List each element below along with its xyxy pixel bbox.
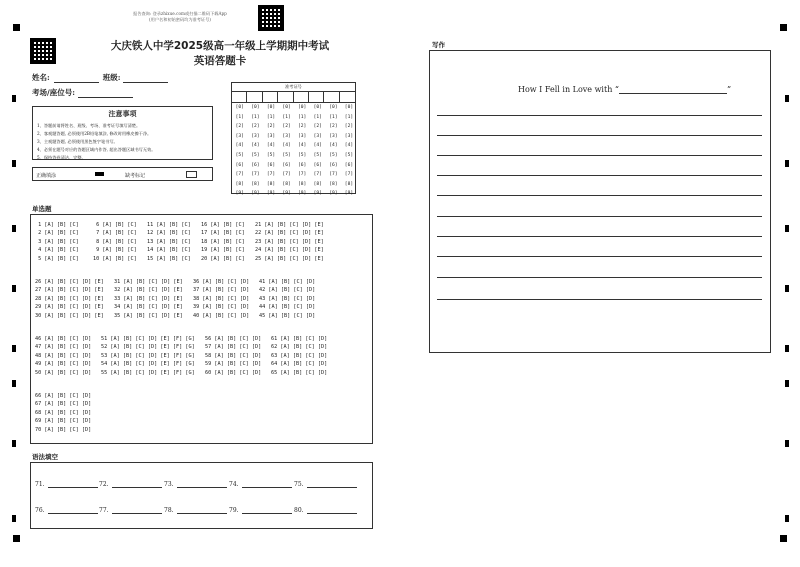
grammar-box	[30, 462, 373, 529]
mcq-question-row[interactable]: 26 [A] [B] [C] [D] [E]	[35, 279, 104, 285]
report-note-line2: (用户名和初始密码均为准考证号)	[149, 17, 211, 23]
mcq-question-row[interactable]: 35 [A] [B] [C] [D] [E]	[114, 312, 183, 319]
exam-id-digit-bubble[interactable]: [4]	[251, 143, 260, 149]
exam-id-digit-bubble[interactable]: [4]	[344, 143, 354, 149]
mcq-group2-col1[interactable]	[35, 278, 104, 320]
mcq-question-row[interactable]: 32 [A] [B] [C] [D] [E]	[114, 287, 183, 294]
exam-id-digit-bubble[interactable]: [9]	[344, 191, 354, 197]
exam-id-digit-bubble[interactable]: [5]	[313, 152, 322, 158]
exam-id-digit-bubble[interactable]: [9]	[266, 191, 276, 197]
mcq-question-row[interactable]: 1 [A] [B] [C]	[35, 222, 79, 228]
timing-mark	[12, 225, 16, 232]
mcq-question-row[interactable]: 33 [A] [B] [C] [D] [E]	[114, 295, 183, 302]
mcq-question-row[interactable]: 36 [A] [B] [C] [D]	[193, 279, 250, 285]
exam-id-write-cells[interactable]	[232, 92, 355, 103]
exam-id-digit-bubble[interactable]: [8]	[329, 181, 338, 187]
exam-id-digit-bubble[interactable]: [8]	[251, 181, 260, 187]
exam-id-digit-bubble[interactable]: [7]	[313, 172, 322, 178]
page-title: 大庆铁人中学2025级高一年级上学期期中考试	[110, 40, 330, 52]
exam-id-digit-bubble[interactable]: [6]	[282, 162, 291, 168]
grammar-item-73[interactable]	[164, 481, 227, 488]
exam-id-digit-bubble[interactable]: [4]	[313, 143, 322, 149]
exam-id-bubbles[interactable]	[232, 103, 357, 199]
exam-id-digit-bubble[interactable]: [6]	[235, 162, 244, 168]
exam-id-box	[231, 82, 356, 197]
mcq-group2-col4[interactable]	[259, 278, 315, 320]
exam-id-digit-bubble[interactable]: [6]	[344, 162, 354, 168]
exam-id-digit-bubble[interactable]: [8]	[344, 181, 354, 187]
timing-mark	[12, 160, 16, 167]
grammar-answer-line[interactable]	[242, 481, 292, 488]
exam-id-digit-bubble[interactable]: [3]	[344, 133, 354, 139]
mcq-question-row[interactable]: 39 [A] [B] [C] [D]	[193, 304, 250, 311]
mcq-box	[30, 214, 373, 444]
grammar-item-76[interactable]	[35, 507, 98, 514]
exam-id-digit-bubble[interactable]: [5]	[282, 152, 291, 158]
mcq-question-row[interactable]: 48 [A] [B] [C] [D]	[35, 352, 92, 359]
writing-line[interactable]	[437, 236, 762, 237]
writing-line[interactable]	[437, 256, 762, 257]
grammar-item-77[interactable]	[99, 507, 162, 514]
mcq-question-row[interactable]: 47 [A] [B] [C] [D]	[35, 344, 92, 351]
timing-mark	[12, 345, 16, 352]
exam-id-digit-bubble[interactable]: [5]	[266, 152, 276, 158]
mcq-question-row[interactable]: 45 [A] [B] [C] [D]	[259, 312, 316, 319]
writing-line[interactable]	[437, 135, 762, 136]
mcq-question-row[interactable]: 64 [A] [B] [C] [D]	[271, 361, 328, 368]
mcq-question-row[interactable]: 57 [A] [B] [C] [D]	[205, 344, 262, 351]
notes-box	[32, 106, 213, 160]
exam-id-digit-bubble[interactable]: [7]	[329, 172, 338, 178]
mcq-group1-col1[interactable]	[35, 221, 79, 263]
writing-line[interactable]	[437, 299, 762, 300]
mcq-question-row[interactable]: 13 [A] [B] [C]	[147, 238, 191, 245]
mcq-question-row[interactable]: 21 [A] [B] [C] [D] [E]	[255, 222, 324, 228]
timing-mark	[12, 95, 16, 102]
grammar-answer-line[interactable]	[177, 507, 227, 514]
mcq-question-row[interactable]: 9 [A] [B] [C]	[93, 247, 137, 254]
mcq-question-row[interactable]: 56 [A] [B] [C] [D]	[205, 336, 262, 342]
mcq-question-row[interactable]: 16 [A] [B] [C]	[201, 222, 245, 228]
mcq-question-row[interactable]: 51 [A] [B] [C] [D] [E] [F] [G]	[101, 336, 195, 342]
mcq-question-row[interactable]: 44 [A] [B] [C] [D]	[259, 304, 316, 311]
mcq-question-row[interactable]: 67 [A] [B] [C] [D]	[35, 401, 92, 408]
exam-id-digit-bubble[interactable]: [1]	[235, 114, 244, 120]
exam-id-digit-bubble[interactable]: [4]	[298, 143, 307, 149]
class-field[interactable]	[123, 74, 168, 83]
mcq-question-row[interactable]: 66 [A] [B] [C] [D]	[35, 393, 92, 399]
student-qr-code	[30, 38, 56, 64]
name-field[interactable]	[54, 74, 99, 83]
exam-id-digit-bubble[interactable]: [3]	[282, 133, 291, 139]
writing-prompt-text: How I Fell in Love with “	[518, 85, 619, 94]
exam-id-digit-bubble[interactable]: [6]	[329, 162, 338, 168]
exam-id-digit-bubble[interactable]: [2]	[298, 124, 307, 130]
mcq-question-row[interactable]: 68 [A] [B] [C] [D]	[35, 409, 92, 416]
mcq-question-row[interactable]: 58 [A] [B] [C] [D]	[205, 352, 262, 359]
timing-mark	[780, 535, 787, 542]
page-subtitle: 英语答题卡	[193, 55, 247, 67]
mcq-question-row[interactable]: 10 [A] [B] [C]	[93, 255, 137, 262]
exam-id-digit-bubble[interactable]: [4]	[235, 143, 244, 149]
class-label: 班级:	[102, 73, 121, 82]
exam-id-digit-bubble[interactable]: [4]	[329, 143, 338, 149]
timing-mark	[785, 285, 789, 292]
student-name-row	[32, 72, 168, 83]
exam-id-digit-bubble[interactable]: [1]	[298, 114, 307, 120]
notes-item: 4、必须在题号对应的答题区域内作答, 超出答题区域书写无效。	[37, 147, 156, 152]
notes-item: 5、保持答卷清洁、完整。	[37, 155, 86, 160]
exam-id-digit-bubble[interactable]: [1]	[266, 114, 276, 120]
mcq-question-row[interactable]: 34 [A] [B] [C] [D] [E]	[114, 304, 183, 311]
timing-mark	[12, 515, 16, 522]
mcq-question-row[interactable]: 54 [A] [B] [C] [D] [E] [F] [G]	[101, 361, 195, 368]
exam-id-digit-bubble[interactable]: [1]	[329, 114, 338, 120]
mcq-question-row[interactable]: 22 [A] [B] [C] [D] [E]	[255, 230, 324, 237]
exam-id-digit-bubble[interactable]: [0]	[329, 105, 338, 110]
exam-id-digit-bubble[interactable]: [9]	[329, 191, 338, 197]
mcq-question-row[interactable]: 63 [A] [B] [C] [D]	[271, 352, 328, 359]
mcq-question-row[interactable]: 70 [A] [B] [C] [D]	[35, 426, 92, 433]
mcq-question-row[interactable]: 25 [A] [B] [C] [D] [E]	[255, 255, 324, 262]
timing-mark	[780, 24, 787, 31]
exam-id-digit-bubble[interactable]: [8]	[282, 181, 291, 187]
exam-id-digit-bubble[interactable]: [7]	[251, 172, 260, 178]
exam-id-digit-bubble[interactable]: [1]	[251, 114, 260, 120]
mcq-question-row[interactable]: 55 [A] [B] [C] [D] [E] [F] [G]	[101, 369, 195, 376]
exam-id-digit-bubble[interactable]: [5]	[329, 152, 338, 158]
exam-id-digit-bubble[interactable]: [7]	[235, 172, 244, 178]
mcq-group3-col3[interactable]	[205, 335, 261, 377]
mcq-question-row[interactable]: 20 [A] [B] [C]	[201, 255, 245, 262]
exam-id-digit-bubble[interactable]: [8]	[298, 181, 307, 187]
mcq-question-row[interactable]: 2 [A] [B] [C]	[35, 230, 79, 237]
mcq-question-row[interactable]: 50 [A] [B] [C] [D]	[35, 369, 92, 376]
mcq-question-row[interactable]: 7 [A] [B] [C]	[93, 230, 137, 237]
timing-mark	[785, 160, 789, 167]
exam-id-digit-bubble[interactable]: [7]	[266, 172, 276, 178]
grammar-item-number: 76.	[35, 507, 45, 514]
grammar-item-79[interactable]	[229, 507, 292, 514]
grammar-item-74[interactable]	[229, 481, 292, 488]
grammar-answer-line[interactable]	[112, 481, 162, 488]
notes-item: 2、客观题答题, 必须使用2B铅笔填涂, 修改时用橡皮擦干净。	[37, 131, 152, 136]
mcq-question-row[interactable]: 52 [A] [B] [C] [D] [E] [F] [G]	[101, 344, 195, 351]
grammar-item-80[interactable]	[294, 507, 357, 514]
mcq-question-row[interactable]: 12 [A] [B] [C]	[147, 230, 191, 237]
mcq-question-row[interactable]: 8 [A] [B] [C]	[93, 238, 137, 245]
mcq-question-row[interactable]: 31 [A] [B] [C] [D] [E]	[114, 279, 183, 285]
exam-id-digit-bubble[interactable]: [4]	[282, 143, 291, 149]
writing-prompt	[518, 85, 731, 94]
exam-id-digit-bubble[interactable]: [6]	[313, 162, 322, 168]
mcq-question-row[interactable]: 38 [A] [B] [C] [D]	[193, 295, 250, 302]
grammar-item-number: 71.	[35, 481, 45, 488]
mcq-question-row[interactable]: 23 [A] [B] [C] [D] [E]	[255, 238, 324, 245]
writing-box	[429, 50, 771, 353]
exam-id-digit-bubble[interactable]: [3]	[251, 133, 260, 139]
exam-id-digit-bubble[interactable]: [6]	[251, 162, 260, 168]
mcq-question-row[interactable]: 46 [A] [B] [C] [D]	[35, 336, 92, 342]
exam-id-digit-bubble[interactable]: [5]	[235, 152, 244, 158]
grammar-item-75[interactable]	[294, 481, 357, 488]
exam-id-digit-bubble[interactable]: [8]	[313, 181, 322, 187]
mcq-question-row[interactable]: 24 [A] [B] [C] [D] [E]	[255, 247, 324, 254]
mcq-group4-col1[interactable]	[35, 392, 91, 434]
mcq-group1-col4[interactable]	[201, 221, 245, 263]
exam-id-digit-bubble[interactable]: [5]	[251, 152, 260, 158]
notes-item: 3、主观题答题, 必须使用黑色签字笔书写。	[37, 139, 118, 144]
exam-id-digit-bubble[interactable]: [2]	[235, 124, 244, 130]
mcq-question-row[interactable]: 43 [A] [B] [C] [D]	[259, 295, 316, 302]
absent-mark-box[interactable]	[186, 171, 197, 178]
notes-list	[33, 119, 212, 162]
writing-section-label: 写作	[432, 41, 445, 49]
exam-id-digit-bubble[interactable]: [0]	[266, 105, 276, 110]
mcq-question-row[interactable]: 5 [A] [B] [C]	[35, 255, 79, 262]
mcq-question-row[interactable]: 29 [A] [B] [C] [D] [E]	[35, 304, 104, 311]
seat-field[interactable]	[78, 89, 133, 98]
exam-id-digit-bubble[interactable]: [2]	[313, 124, 322, 130]
mcq-question-row[interactable]: 62 [A] [B] [C] [D]	[271, 344, 328, 351]
exam-id-digit-bubble[interactable]: [2]	[251, 124, 260, 130]
exam-id-digit-bubble[interactable]: [7]	[344, 172, 354, 178]
exam-id-digit-bubble[interactable]: [2]	[266, 124, 276, 130]
exam-id-digit-bubble[interactable]: [8]	[266, 181, 276, 187]
mcq-group3-col1[interactable]	[35, 335, 91, 377]
mcq-group3-col2[interactable]	[101, 335, 195, 377]
mcq-question-row[interactable]: 60 [A] [B] [C] [D]	[205, 369, 262, 376]
mcq-question-row[interactable]: 6 [A] [B] [C]	[93, 222, 137, 228]
timing-mark	[785, 345, 789, 352]
mcq-question-row[interactable]: 28 [A] [B] [C] [D] [E]	[35, 295, 104, 302]
mcq-question-row[interactable]: 14 [A] [B] [C]	[147, 247, 191, 254]
mcq-section-label: 单选题	[32, 205, 52, 213]
exam-id-digit-bubble[interactable]: [0]	[298, 105, 307, 110]
mcq-question-row[interactable]: 53 [A] [B] [C] [D] [E] [F] [G]	[101, 352, 195, 359]
exam-id-digit-bubble[interactable]: [5]	[344, 152, 354, 158]
exam-id-digit-bubble[interactable]: [6]	[298, 162, 307, 168]
timing-mark	[785, 440, 789, 447]
exam-id-digit-bubble[interactable]: [0]	[251, 105, 260, 110]
mcq-group1-col5[interactable]	[255, 221, 324, 263]
exam-id-digit-bubble[interactable]: [9]	[313, 191, 322, 197]
mcq-question-row[interactable]: 61 [A] [B] [C] [D]	[271, 336, 328, 342]
name-label: 姓名:	[32, 73, 50, 82]
exam-id-digit-bubble[interactable]: [5]	[298, 152, 307, 158]
writing-line[interactable]	[437, 195, 762, 196]
writing-line[interactable]	[437, 216, 762, 217]
notes-item: 1、答题前请将姓名、班级、考场、准考证号填写清楚。	[37, 123, 141, 128]
exam-id-digit-bubble[interactable]: [0]	[344, 105, 354, 110]
notes-title: 注意事项	[108, 110, 137, 118]
timing-mark	[785, 225, 789, 232]
exam-id-digit-bubble[interactable]: [9]	[282, 191, 291, 197]
grammar-item-number: 80.	[294, 507, 304, 514]
grammar-item-78[interactable]	[164, 507, 227, 514]
grammar-answer-line[interactable]	[307, 507, 357, 514]
grammar-item-number: 73.	[164, 481, 174, 488]
exam-id-digit-bubble[interactable]: [1]	[313, 114, 322, 120]
writing-line[interactable]	[437, 115, 762, 116]
grammar-item-number: 77.	[99, 507, 109, 514]
mcq-question-row[interactable]: 4 [A] [B] [C]	[35, 247, 79, 254]
timing-mark	[785, 95, 789, 102]
writing-line[interactable]	[437, 277, 762, 278]
exam-id-digit-bubble[interactable]: [3]	[298, 133, 307, 139]
grammar-answer-line[interactable]	[177, 481, 227, 488]
grammar-item-number: 79.	[229, 507, 239, 514]
writing-line[interactable]	[437, 155, 762, 156]
grammar-answer-line[interactable]	[242, 507, 292, 514]
mcq-group1-col3[interactable]	[147, 221, 191, 263]
mcq-question-row[interactable]: 49 [A] [B] [C] [D]	[35, 361, 92, 368]
grammar-item-71[interactable]	[35, 481, 98, 488]
exam-id-digit-bubble[interactable]: [0]	[235, 105, 244, 110]
exam-id-label: 准考证号	[232, 83, 355, 92]
mcq-question-row[interactable]: 17 [A] [B] [C]	[201, 230, 245, 237]
exam-id-digit-bubble[interactable]: [6]	[266, 162, 276, 168]
grammar-section-label: 语法填空	[32, 453, 58, 461]
grammar-item-number: 75.	[294, 481, 304, 488]
timing-mark	[785, 380, 789, 387]
grammar-answer-line[interactable]	[307, 481, 357, 488]
mcq-question-row[interactable]: 65 [A] [B] [C] [D]	[271, 369, 328, 376]
mcq-question-row[interactable]: 30 [A] [B] [C] [D] [E]	[35, 312, 104, 319]
seat-row	[32, 87, 133, 98]
grammar-item-number: 78.	[164, 507, 174, 514]
exam-id-digit-bubble[interactable]: [0]	[282, 105, 291, 110]
mcq-question-row[interactable]: 15 [A] [B] [C]	[147, 255, 191, 262]
mcq-question-row[interactable]: 37 [A] [B] [C] [D]	[193, 287, 250, 294]
exam-id-digit-bubble[interactable]: [3]	[235, 133, 244, 139]
grammar-item-72[interactable]	[99, 481, 162, 488]
exam-id-digit-bubble[interactable]: [3]	[329, 133, 338, 139]
exam-id-digit-bubble[interactable]: [1]	[282, 114, 291, 120]
absent-mark-label: 缺考标记	[125, 173, 146, 179]
mcq-question-row[interactable]: 18 [A] [B] [C]	[201, 238, 245, 245]
mcq-question-row[interactable]: 69 [A] [B] [C] [D]	[35, 418, 92, 425]
exam-id-digit-bubble[interactable]: [2]	[329, 124, 338, 130]
exam-id-digit-bubble[interactable]: [9]	[251, 191, 260, 197]
fill-sample-box	[32, 167, 213, 181]
grammar-answer-line[interactable]	[48, 481, 98, 488]
mcq-question-row[interactable]: 42 [A] [B] [C] [D]	[259, 287, 316, 294]
timing-mark	[12, 380, 16, 387]
mcq-group2-col3[interactable]	[193, 278, 249, 320]
report-note-line1: 报告查询: 登录zhixue.com或扫描二维码下载App	[133, 11, 227, 16]
mcq-group2-col2[interactable]	[114, 278, 183, 320]
report-note	[110, 12, 250, 22]
timing-mark	[13, 24, 20, 31]
exam-id-digit-bubble[interactable]: [3]	[266, 133, 276, 139]
download-qr-code[interactable]	[258, 5, 284, 31]
grammar-item-number: 72.	[99, 481, 109, 488]
exam-id-digit-bubble[interactable]: [7]	[298, 172, 307, 178]
timing-mark	[785, 515, 789, 522]
grammar-answer-line[interactable]	[48, 507, 98, 514]
correct-fill-sample	[95, 172, 104, 176]
exam-id-digit-bubble[interactable]: [2]	[344, 124, 354, 130]
exam-id-digit-bubble[interactable]: [7]	[282, 172, 291, 178]
mcq-question-row[interactable]: 11 [A] [B] [C]	[147, 222, 191, 228]
exam-id-digit-bubble[interactable]: [8]	[235, 181, 244, 187]
mcq-question-row[interactable]: 3 [A] [B] [C]	[35, 238, 79, 245]
writing-prompt-end: ”	[726, 85, 732, 94]
mcq-question-row[interactable]: 59 [A] [B] [C] [D]	[205, 361, 262, 368]
mcq-question-row[interactable]: 41 [A] [B] [C] [D]	[259, 279, 316, 285]
timing-mark	[12, 285, 16, 292]
exam-id-digit-bubble[interactable]: [9]	[298, 191, 307, 197]
mcq-question-row[interactable]: 40 [A] [B] [C] [D]	[193, 312, 250, 319]
correct-fill-label: 正确填涂	[36, 173, 57, 179]
exam-id-digit-bubble[interactable]: [2]	[282, 124, 291, 130]
exam-id-digit-bubble[interactable]: [1]	[344, 114, 354, 120]
timing-mark	[13, 535, 20, 542]
exam-id-digit-bubble[interactable]: [0]	[313, 105, 322, 110]
grammar-item-number: 74.	[229, 481, 239, 488]
seat-label: 考场/座位号:	[32, 88, 76, 97]
mcq-group1-col2[interactable]	[93, 221, 137, 263]
exam-id-digit-bubble[interactable]: [9]	[235, 191, 244, 197]
mcq-group3-col4[interactable]	[271, 335, 327, 377]
writing-title-blank[interactable]	[619, 85, 727, 94]
mcq-question-row[interactable]: 19 [A] [B] [C]	[201, 247, 245, 254]
grammar-answer-line[interactable]	[112, 507, 162, 514]
timing-mark	[12, 440, 16, 447]
exam-id-digit-bubble[interactable]: [3]	[313, 133, 322, 139]
exam-id-digit-bubble[interactable]: [4]	[266, 143, 276, 149]
writing-line[interactable]	[437, 175, 762, 176]
mcq-question-row[interactable]: 27 [A] [B] [C] [D] [E]	[35, 287, 104, 294]
